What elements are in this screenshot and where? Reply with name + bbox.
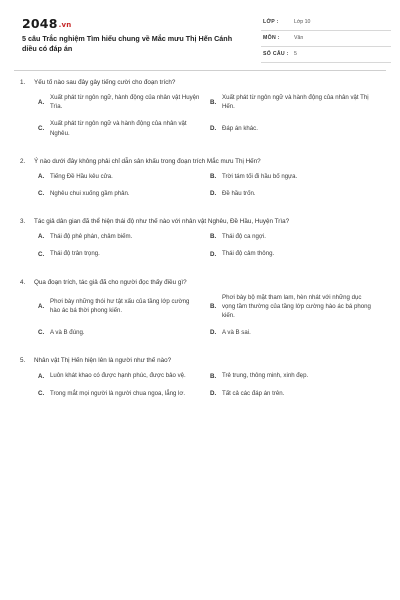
info-value: Văn (294, 35, 304, 41)
question-1 (14, 78, 386, 146)
option-text: Thái độ ca ngợi. (222, 233, 266, 241)
question-text: Qua đoạn trích, tác giả đã cho người đọc thấy điều gì? (34, 278, 187, 286)
option-letter: B. (210, 372, 217, 380)
option-text: Trẻ trung, thông minh, xinh đẹp. (222, 372, 309, 380)
question-3 (14, 217, 386, 266)
option-d[interactable] (210, 328, 382, 337)
info-row-class (261, 16, 391, 31)
option-grid (14, 93, 386, 146)
option-letter: A. (38, 302, 45, 310)
option-letter: C. (38, 190, 45, 198)
option-c[interactable] (38, 119, 210, 137)
question-5 (14, 356, 386, 405)
option-text: Tất cả các đáp án trên. (222, 389, 285, 397)
option-a[interactable] (38, 172, 210, 181)
question-text: Tác giả dân gian đã thể hiện thái độ như thế nào với nhân vật Nghêu, Đề Hầu, Huyện Trìa? (34, 218, 290, 226)
option-grid (14, 172, 386, 206)
option-a[interactable] (38, 293, 210, 321)
option-text: Xuất phát từ ngôn ngữ và hành động của nhân vật Nghêu. (50, 120, 187, 137)
option-d[interactable] (210, 389, 382, 398)
question-stem (14, 78, 386, 87)
info-value: 5 (294, 51, 297, 57)
question-stem (14, 217, 386, 226)
question-2 (14, 157, 386, 206)
option-b[interactable] (210, 371, 382, 380)
info-table (261, 16, 391, 64)
question-stem (14, 356, 386, 365)
info-label: LỚP : (263, 19, 279, 25)
option-c[interactable] (38, 328, 210, 337)
option-b[interactable] (210, 172, 382, 181)
option-text: Trời tám tối đi hầu bố ngựa. (222, 172, 298, 180)
option-letter: D. (210, 190, 217, 198)
option-text: A và B sai. (222, 329, 251, 337)
option-letter: D. (210, 250, 217, 258)
option-text: Đề hầu trốn. (222, 190, 256, 198)
option-text: A và B đúng. (50, 329, 85, 337)
option-letter: D. (210, 125, 217, 133)
option-d[interactable] (210, 119, 382, 137)
option-d[interactable] (210, 189, 382, 198)
option-text: Thái độ phê phán, châm biếm. (50, 233, 133, 241)
option-letter: D. (210, 329, 217, 337)
option-text: Phơi bày bộ mặt tham lam, hèn nhát với những dục vọng tầm thường của tầng lớp cường hào ác bá phong kiến. (222, 293, 371, 320)
option-text: Thái độ cảm thông. (222, 250, 275, 258)
option-letter: A. (38, 372, 45, 380)
question-number: 4. (20, 278, 26, 286)
question-list (14, 78, 386, 417)
question-text: Ý nào dưới đây không phải chỉ dẫn sân khấu trong đoạn trích Mắc mưu Thị Hến? (34, 157, 261, 165)
option-text: Nghêu chui xuống gầm phản. (50, 190, 130, 198)
option-b[interactable] (210, 232, 382, 241)
document-title: 5 câu Trắc nghiệm Tìm hiểu chung về Mắc mưu Thị Hến Cánh diều có đáp án (22, 34, 233, 53)
option-d[interactable] (210, 249, 382, 258)
option-grid (14, 371, 386, 405)
option-text: Thái độ trân trọng. (50, 250, 100, 258)
info-row-count (261, 48, 391, 63)
option-letter: C. (38, 329, 45, 337)
option-letter: B. (210, 302, 217, 310)
option-letter: D. (210, 389, 217, 397)
option-text: Trong mắt mọi người là người chua ngoa, lẳng lơ. (50, 389, 186, 397)
header-divider (14, 70, 386, 71)
option-a[interactable] (38, 232, 210, 241)
option-b[interactable] (210, 93, 382, 111)
question-4 (14, 278, 386, 346)
option-c[interactable] (38, 249, 210, 258)
question-stem (14, 157, 386, 166)
option-text: Luôn khát khao có được hạnh phúc, được bảo vệ. (50, 372, 186, 380)
option-text: Xuất phát từ ngôn ngữ và hành động của nhân vật Thị Hến. (222, 94, 369, 111)
option-letter: B. (210, 172, 217, 180)
site-logo[interactable] (22, 16, 71, 31)
option-letter: C. (38, 250, 45, 258)
option-letter: A. (38, 98, 45, 106)
question-stem (14, 278, 386, 287)
option-letter: A. (38, 233, 45, 241)
option-letter: A. (38, 172, 45, 180)
info-value: Lớp 10 (294, 19, 311, 25)
option-letter: B. (210, 98, 217, 106)
option-grid (14, 293, 386, 346)
question-text: Nhân vật Thị Hến hiện lên là người như thế nào? (34, 357, 172, 365)
question-number: 3. (20, 218, 26, 226)
option-letter: B. (210, 233, 217, 241)
info-label: SỐ CÂU : (263, 51, 289, 57)
question-number: 2. (20, 157, 26, 165)
info-row-subject (261, 32, 391, 47)
option-letter: C. (38, 125, 45, 133)
option-grid (14, 232, 386, 266)
question-text: Yếu tố nào sau đây gây tiếng cười cho đoạn trích? (34, 79, 176, 86)
option-c[interactable] (38, 189, 210, 198)
option-c[interactable] (38, 389, 210, 398)
option-a[interactable] (38, 371, 210, 380)
option-text: Tiếng Đề Hầu kêu cửa. (50, 172, 113, 180)
info-label: MÔN : (263, 35, 280, 41)
document-header (14, 14, 386, 64)
option-text: Xuất phát từ ngôn ngữ, hành động của nhân vật Huyện Trìa. (50, 94, 200, 111)
option-b[interactable] (210, 293, 382, 321)
option-text: Phơi bày những thói hư tật xấu của tầng lớp cường hào ác bá thời phong kiến. (50, 298, 190, 315)
question-number: 5. (20, 357, 26, 365)
logo-suffix: .vn (58, 21, 72, 29)
option-a[interactable] (38, 93, 210, 111)
question-number: 1. (20, 79, 26, 86)
option-letter: C. (38, 389, 45, 397)
logo-text: 2048 (22, 16, 58, 31)
option-text: Đáp án khác. (222, 125, 258, 132)
